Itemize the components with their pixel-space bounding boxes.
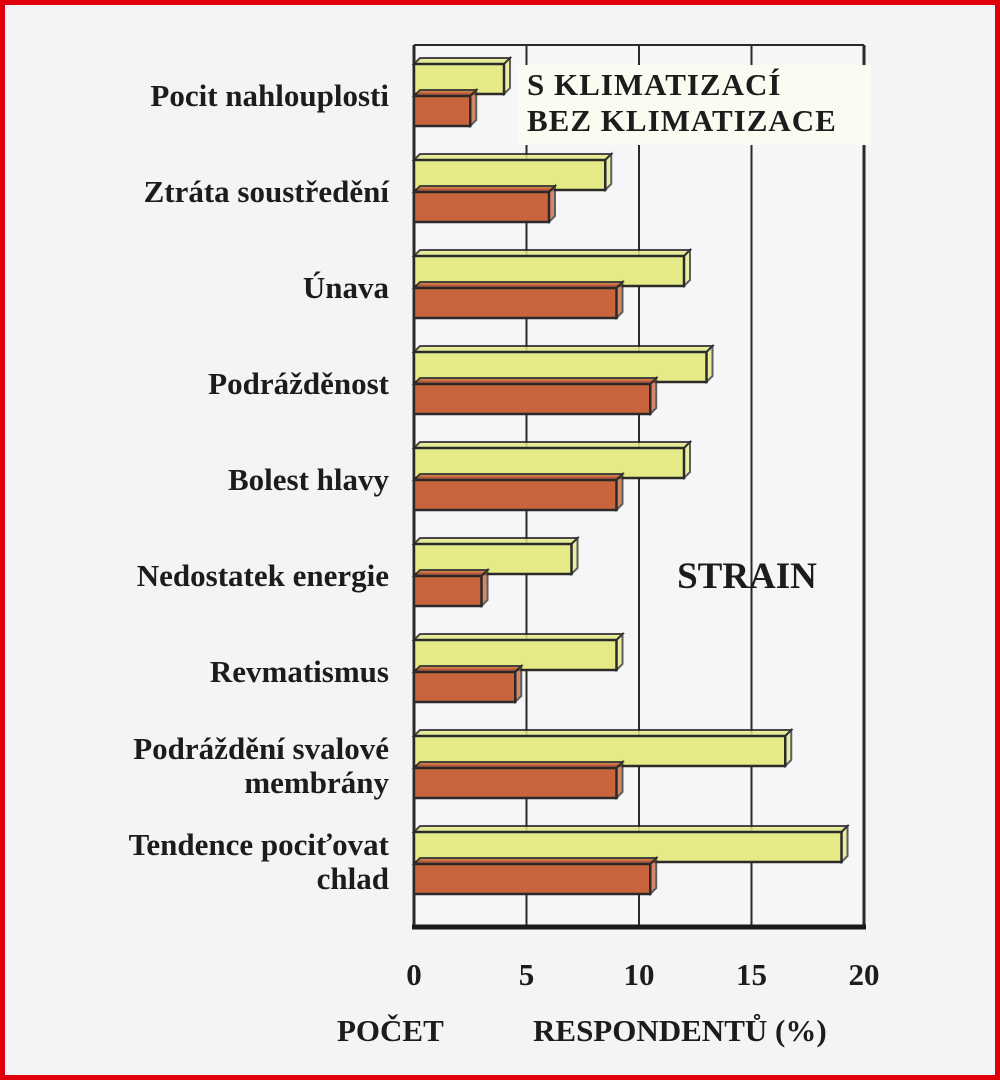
annotation-label: STRAIN	[677, 556, 817, 597]
category-label-line: chlad	[316, 861, 389, 896]
legend	[517, 65, 871, 145]
bar-s-klimatizaci	[414, 58, 510, 94]
bar-s-klimatizaci	[414, 634, 623, 670]
bar-s-klimatizaci	[414, 250, 690, 286]
bar-bez-klimatizace	[414, 378, 656, 414]
x-tick-label: 20	[848, 957, 880, 992]
x-tick-label: 5	[518, 957, 535, 992]
bar-s-klimatizaci	[414, 154, 611, 190]
x-axis-title-left: POČET	[337, 1013, 444, 1048]
bar-s-klimatizaci	[414, 346, 713, 382]
category-label-line: membrány	[244, 765, 389, 800]
x-axis-title-right: RESPONDENTŮ (%)	[533, 1013, 827, 1048]
x-tick-label: 10	[623, 957, 655, 992]
bar-bez-klimatizace	[414, 186, 555, 222]
bar-front-face	[414, 864, 650, 894]
category-label: Pocit nahlouplosti	[150, 78, 389, 113]
bar-s-klimatizaci	[414, 538, 578, 574]
category-label: Podrážděnost	[208, 366, 389, 401]
bar-bez-klimatizace	[414, 666, 521, 702]
bar-front-face	[414, 192, 549, 222]
category-label: Únava	[302, 270, 389, 305]
bar-front-face	[414, 576, 482, 606]
bar-s-klimatizaci	[414, 730, 791, 766]
category-label: Bolest hlavy	[227, 462, 389, 497]
bar-bez-klimatizace	[414, 282, 623, 318]
category-label: Ztráta soustředění	[143, 174, 389, 209]
bar-front-face	[414, 288, 617, 318]
legend-label: S KLIMATIZACÍ	[527, 67, 782, 102]
bar-front-face	[414, 96, 470, 126]
category-label	[129, 827, 390, 896]
category-label	[133, 731, 389, 800]
bar-bez-klimatizace	[414, 570, 488, 606]
category-label-line: Podráždění svalové	[133, 731, 389, 766]
x-tick-label: 15	[736, 957, 767, 992]
bar-front-face	[414, 384, 650, 414]
category-label-line: Tendence pociťovat	[128, 827, 389, 862]
category-label: Revmatismus	[209, 654, 389, 689]
bar-s-klimatizaci	[414, 442, 690, 478]
bar-front-face	[414, 480, 617, 510]
category-label: Nedostatek energie	[136, 558, 389, 593]
bar-bez-klimatizace	[414, 858, 656, 894]
bar-bez-klimatizace	[414, 90, 476, 126]
x-tick-label: 0	[406, 957, 422, 992]
bar-bez-klimatizace	[414, 762, 623, 798]
bar-s-klimatizaci	[414, 826, 848, 862]
bar-front-face	[414, 672, 515, 702]
bar-bez-klimatizace	[414, 474, 623, 510]
legend-label: BEZ KLIMATIZACE	[527, 103, 837, 138]
bar-chart	[5, 5, 1000, 1085]
bar-front-face	[414, 768, 617, 798]
